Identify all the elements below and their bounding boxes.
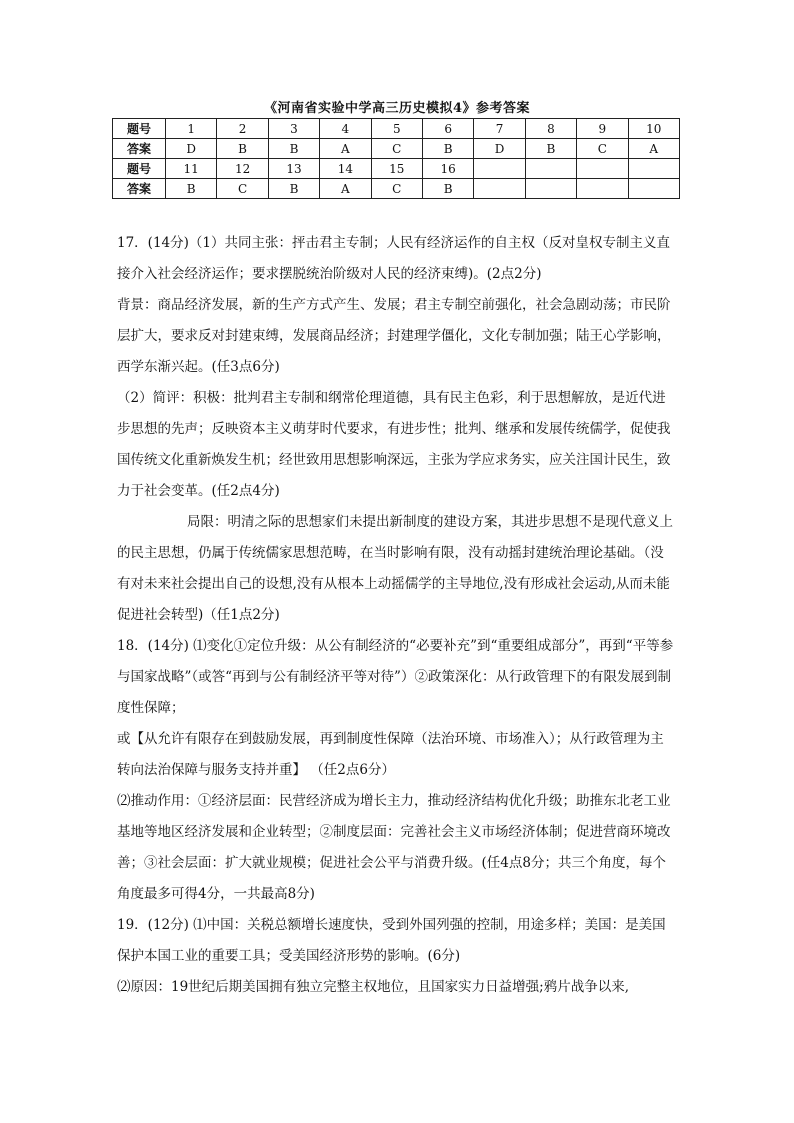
table-row xyxy=(113,139,680,159)
table-cell: A xyxy=(320,139,371,159)
table-cell: B xyxy=(268,139,319,159)
table-cell: 6 xyxy=(422,119,473,139)
table-cell: A xyxy=(628,139,679,159)
table-cell: D xyxy=(166,139,217,159)
paragraph: （2）简评：积极：批判君主专制和纲常伦理道德，具有民主色彩，利于思想解放，是近代进步思想的先声；反映资本主义萌芽时代要求，有进步性；批判、继承和发展传统儒学，促使我国传统文化重新焕发生机；经世致用思想影响深远，主张为学应求务实，应关注国计民生，致力于社会变革。(任2点4分) xyxy=(117,390,671,499)
table-cell: 4 xyxy=(320,119,371,139)
table-cell: 13 xyxy=(268,159,319,179)
paragraph: ⑵推动作用：①经济层面：民营经济成为增长主力，推动经济结构优化升级；助推东北老工业基地等地区经济发展和企业转型；②制度层面：完善社会主义市场经济体制；促进营商环境改善；③社会层面：扩大就业规模；促进社会公平与消费升级。(任4点8分；共三个角度，每个角度最多可得4分，一共最高8分) xyxy=(117,793,671,902)
table-header-cell: 题号 xyxy=(113,159,166,179)
table-cell: 1 xyxy=(166,119,217,139)
paragraph: 19．(12分) ⑴中国：关税总额增长速度快，受到外国列强的控制，用途多样；美国：是美国保护本国工业的重要工具；受美国经济形势的影响。(6分) xyxy=(117,917,666,964)
answer-table xyxy=(112,118,680,199)
table-cell: 2 xyxy=(217,119,268,139)
table-cell: 11 xyxy=(166,159,217,179)
paragraph: ⑵原因：19世纪后期美国拥有独立完整主权地位，且国家实力日益增强;鸦片战争以来, xyxy=(117,979,630,995)
table-cell: 7 xyxy=(474,119,525,139)
answer-body xyxy=(117,228,677,1003)
table-cell: C xyxy=(577,139,628,159)
table-cell: B xyxy=(422,139,473,159)
table-header-cell: 题号 xyxy=(113,119,166,139)
table-cell: B xyxy=(217,139,268,159)
table-cell: B xyxy=(268,179,319,199)
paragraph: 17．(14分)（1）共同主张：抨击君主专制；人民有经济运作的自主权（反对皇权专制主义直接介入社会经济运作；要求摆脱统治阶级对人民的经济束缚)。(2点2分) xyxy=(117,235,670,282)
table-cell: A xyxy=(320,179,371,199)
table-cell xyxy=(474,179,525,199)
table-cell xyxy=(525,159,576,179)
paragraph: 局限：明清之际的思想家们未提出新制度的建设方案，其进步思想不是现代意义上的民主思想，仍属于传统儒家思想范畴，在当时影响有限，没有动摇封建统治理论基础。（没有对未来社会提出自己的设想,没有从根本上动摇儒学的主导地位,没有形成社会运动,从而未能促进社会转型)（任1点2分) xyxy=(117,514,673,623)
paragraph: 18．(14分) ⑴变化①定位升级：从公有制经济的“必要补充”到“重要组成部分”，再到“平等参与国家战略”（或答“再到与公有制经济平等对待”）②政策深化：从行政管理下的有限发展到制度性保障； xyxy=(117,638,674,716)
table-cell xyxy=(628,159,679,179)
table-cell: C xyxy=(371,179,422,199)
paragraph: 背景：商品经济发展，新的生产方式产生、发展；君主专制空前强化，社会急剧动荡；市民阶层扩大，要求反对封建束缚，发展商品经济；封建理学僵化，文化专制加强；陆王心学影响，西学东渐兴起。(任3点6分) xyxy=(117,297,671,375)
table-cell: 5 xyxy=(371,119,422,139)
table-cell: 15 xyxy=(371,159,422,179)
document-title: 《河南省实验中学高三历史模拟4》参考答案 xyxy=(263,101,531,116)
table-header-cell: 答案 xyxy=(113,179,166,199)
table-cell: 3 xyxy=(268,119,319,139)
table-row xyxy=(113,119,680,139)
table-cell xyxy=(628,179,679,199)
table-cell: 12 xyxy=(217,159,268,179)
table-cell: C xyxy=(217,179,268,199)
table-cell: C xyxy=(371,139,422,159)
table-cell: B xyxy=(166,179,217,199)
table-header-cell: 答案 xyxy=(113,139,166,159)
table-row xyxy=(113,159,680,179)
table-cell xyxy=(525,179,576,199)
table-cell: B xyxy=(422,179,473,199)
paragraph: 或【从允许有限存在到鼓励发展，再到制度性保障（法治环境、市场准入）；从行政管理为主转向法治保障与服务支持并重】 （任2点6分） xyxy=(117,731,664,778)
table-cell: 16 xyxy=(422,159,473,179)
table-cell xyxy=(577,159,628,179)
table-cell: D xyxy=(474,139,525,159)
table-cell xyxy=(577,179,628,199)
table-cell: B xyxy=(525,139,576,159)
table-cell: 8 xyxy=(525,119,576,139)
table-row xyxy=(113,179,680,199)
table-cell xyxy=(474,159,525,179)
table-cell: 14 xyxy=(320,159,371,179)
table-cell: 9 xyxy=(577,119,628,139)
table-cell: 10 xyxy=(628,119,679,139)
